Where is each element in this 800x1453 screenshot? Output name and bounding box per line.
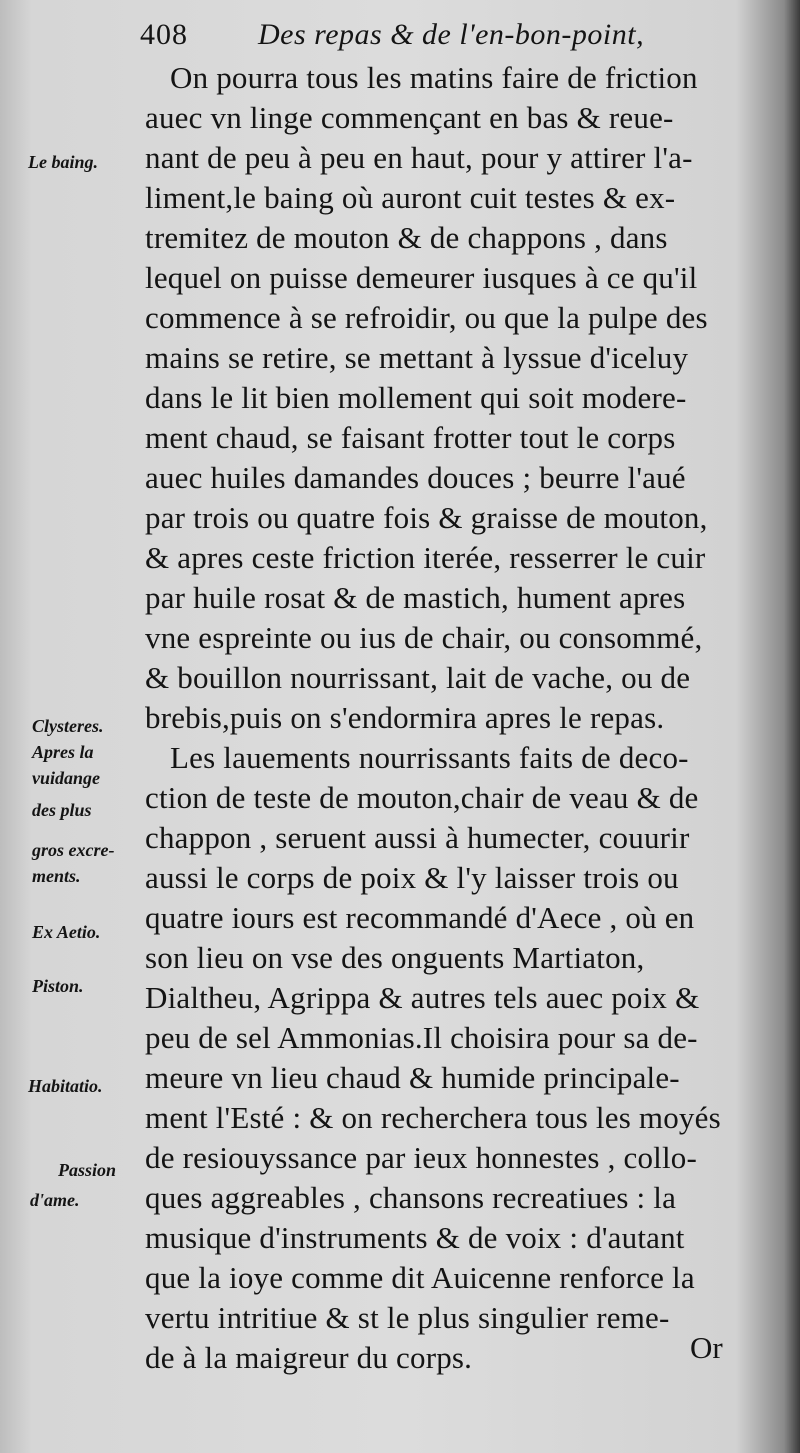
margin-note: Passion xyxy=(58,1160,117,1180)
text-line: nant de peu à peu en haut, pour y attirer l'a- xyxy=(145,140,693,175)
margin-note: Clysteres. xyxy=(32,716,104,736)
margin-note: des plus xyxy=(32,800,92,820)
text-line: commence à se refroidir, ou que la pulpe des xyxy=(145,300,708,335)
text-line: On pourra tous les matins faire de friction xyxy=(170,60,698,95)
text-line: ment chaud, se faisant frotter tout le corps xyxy=(145,420,676,455)
text-line: & bouillon nourrissant, lait de vache, ou de xyxy=(145,660,691,695)
margin-note: Habitatio. xyxy=(28,1076,103,1096)
running-head xyxy=(140,18,760,58)
text-line: ction de teste de mouton,chair de veau & de xyxy=(145,780,699,815)
text-line: par huile rosat & de mastich, hument apres xyxy=(145,580,686,615)
text-line: ques aggreables , chansons recreatiues : la xyxy=(145,1180,677,1215)
page-number: 408 xyxy=(140,18,188,51)
text-line: son lieu on vse des onguents Martiaton, xyxy=(145,940,645,975)
text-line: par trois ou quatre fois & graisse de mouton, xyxy=(145,500,708,535)
text-line: chappon , seruent aussi à humecter, couurir xyxy=(145,820,690,855)
margin-note: gros excre- xyxy=(32,840,115,860)
text-line: quatre iours est recommandé d'Aece , où en xyxy=(145,900,695,935)
text-line: & apres ceste friction iterée, resserrer le cuir xyxy=(145,540,706,575)
margin-note: d'ame. xyxy=(30,1190,80,1210)
text-line: ment l'Esté : & on recherchera tous les moyés xyxy=(145,1100,721,1135)
margin-note: Ex Aetio. xyxy=(32,922,101,942)
text-line: musique d'instruments & de voix : d'autant xyxy=(145,1220,685,1255)
text-line: vne espreinte ou ius de chair, ou consommé, xyxy=(145,620,703,655)
text-line: brebis,puis on s'endormira apres le repas. xyxy=(145,700,665,735)
text-line: tremitez de mouton & de chappons , dans xyxy=(145,220,668,255)
text-line: peu de sel Ammonias.Il choisira pour sa de- xyxy=(145,1020,698,1055)
text-line: meure vn lieu chaud & humide principale- xyxy=(145,1060,680,1095)
margin-note: Le baing. xyxy=(28,152,98,172)
text-line: auec vn linge commençant en bas & reue- xyxy=(145,100,674,135)
text-line: Dialtheu, Agrippa & autres tels auec poix & xyxy=(145,980,700,1015)
text-line: liment,le baing où auront cuit testes & ex- xyxy=(145,180,676,215)
text-line: Les lauements nourrissants faits de deco- xyxy=(170,740,689,775)
text-line: auec huiles damandes douces ; beurre l'aué xyxy=(145,460,686,495)
running-title: Des repas & de l'en-bon-point, xyxy=(258,18,645,51)
catchword: Or xyxy=(690,1330,723,1365)
margin-note: Apres la xyxy=(32,742,94,762)
text-line: de resiouyssance par ieux honnestes , collo- xyxy=(145,1140,697,1175)
text-line: lequel on puisse demeurer iusques à ce qu'il xyxy=(145,260,698,295)
margin-note: ments. xyxy=(32,866,81,886)
margin-note: vuidange xyxy=(32,768,101,788)
margin-note: Piston. xyxy=(32,976,84,996)
text-line: que la ioye comme dit Auicenne renforce la xyxy=(145,1260,695,1295)
text-line: de à la maigreur du corps. xyxy=(145,1340,473,1375)
text-line: vertu intritiue & st le plus singulier reme- xyxy=(145,1300,670,1335)
text-line: mains se retire, se mettant à lyssue d'iceluy xyxy=(145,340,689,375)
text-line: aussi le corps de poix & l'y laisser trois ou xyxy=(145,860,679,895)
text-line: dans le lit bien mollement qui soit modere- xyxy=(145,380,687,415)
